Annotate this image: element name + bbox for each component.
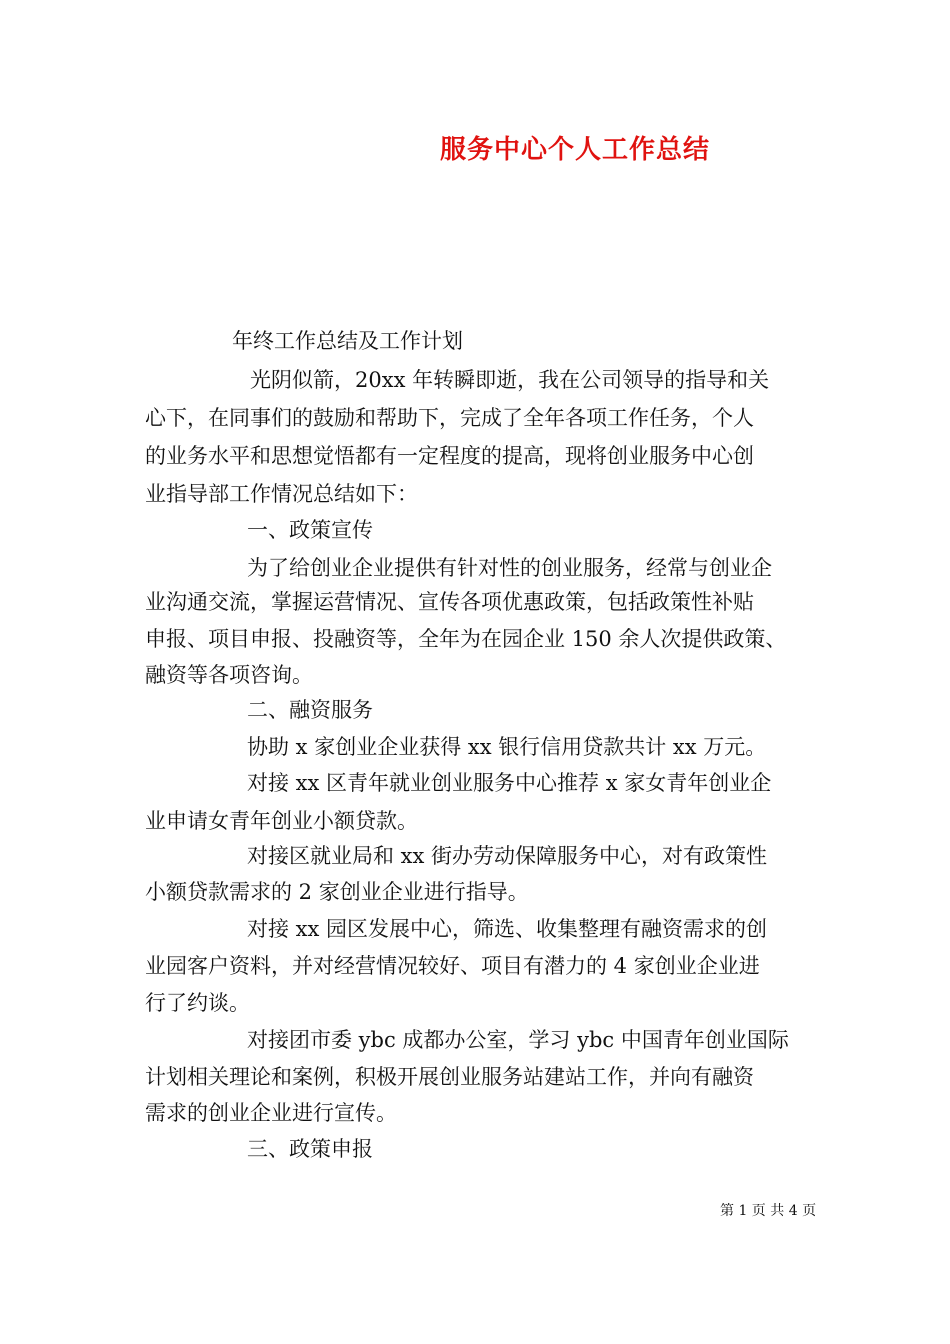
page-number: 第 1 页 共 4 页 [720,1203,817,1219]
paragraph-line: 为了给创业企业提供有针对性的创业服务，经常与创业企 [247,556,772,580]
paragraph-line: 的业务水平和思想觉悟都有一定程度的提高，现将创业服务中心创 [145,444,754,468]
paragraph-line: 对接 xx 园区发展中心，筛选、收集整理有融资需求的创 [247,917,768,941]
paragraph-line: 对接区就业局和 xx 街办劳动保障服务中心，对有政策性 [247,844,768,868]
paragraph-line: 融资等各项咨询。 [145,663,313,687]
section-heading: 三、政策申报 [247,1137,373,1161]
paragraph-line: 业沟通交流，掌握运营情况、宣传各项优惠政策，包括政策性补贴 [145,590,754,614]
paragraph-line: 对接团市委 ybc 成都办公室，学习 ybc 中国青年创业国际 [247,1028,789,1052]
paragraph-line: 对接 xx 区青年就业创业服务中心推荐 x 家女青年创业企 [247,771,772,795]
paragraph-line: 需求的创业企业进行宣传。 [145,1101,397,1125]
document-title: 服务中心个人工作总结 [439,135,710,165]
paragraph-line: 小额贷款需求的 2 家创业企业进行指导。 [145,880,529,904]
section-heading: 二、融资服务 [247,698,373,722]
paragraph-line: 业园客户资料，并对经营情况较好、项目有潜力的 4 家创业企业进 [145,954,760,978]
paragraph-line: 业指导部工作情况总结如下： [145,482,418,506]
paragraph-line: 心下，在同事们的鼓励和帮助下，完成了全年各项工作任务，个人 [145,406,754,430]
paragraph-line: 计划相关理论和案例，积极开展创业服务站建站工作，并向有融资 [145,1065,754,1089]
section-heading: 一、政策宣传 [247,518,373,542]
paragraph-line: 光阴似箭，20xx 年转瞬即逝，我在公司领导的指导和关 [250,368,770,392]
paragraph-line: 申报、项目申报、投融资等，全年为在园企业 150 余人次提供政策、 [145,627,787,651]
paragraph-line: 业申请女青年创业小额贷款。 [145,809,418,833]
paragraph-line: 协助 x 家创业企业获得 xx 银行信用贷款共计 xx 万元。 [247,735,767,759]
section-heading: 年终工作总结及工作计划 [232,329,463,353]
paragraph-line: 行了约谈。 [145,991,250,1015]
